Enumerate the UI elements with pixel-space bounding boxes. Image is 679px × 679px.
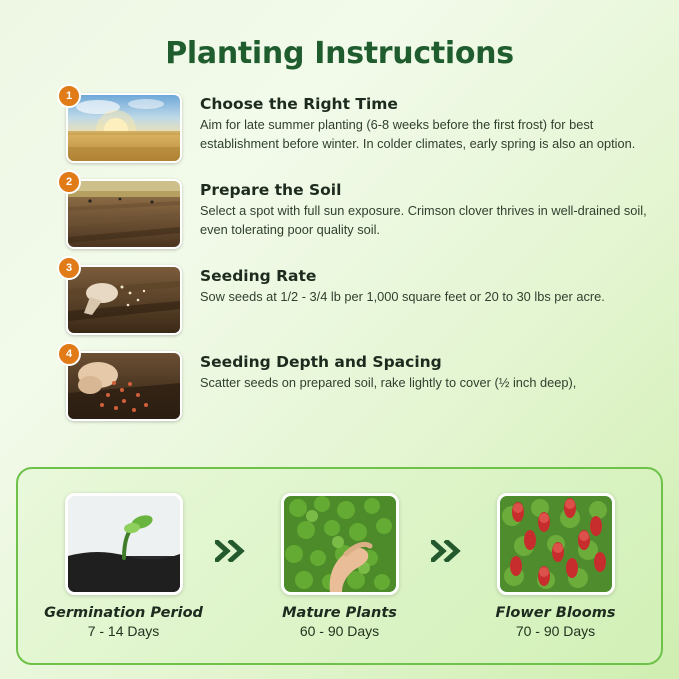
- wheat-field-sunset-photo: [66, 93, 182, 163]
- crimson-clover-blooms-photo: [497, 493, 615, 595]
- timeline-label: Germination Period: [44, 605, 203, 621]
- timeline-value: 70 - 90 Days: [515, 623, 596, 639]
- step-heading: Prepare the Soil: [200, 181, 342, 199]
- timeline-value: 7 - 14 Days: [87, 623, 160, 639]
- steps-list: [0, 90, 679, 421]
- timeline-label: Mature Plants: [282, 605, 397, 621]
- step-thumbnail-wrap: [65, 262, 178, 335]
- chevron-right-icon: [431, 540, 465, 562]
- timeline-label: Flower Blooms: [495, 605, 616, 621]
- step-heading: Seeding Rate: [200, 267, 317, 285]
- hand-sowing-seeds-photo: [66, 265, 182, 335]
- step-heading: Choose the Right Time: [200, 95, 398, 113]
- step-text: Scatter seeds on prepared soil, rake lightly to cover (½ inch deep),: [200, 375, 577, 390]
- chevron-right-icon: [215, 540, 249, 562]
- growth-timeline-panel: [16, 467, 663, 665]
- step-item: [65, 262, 657, 335]
- step-body: [200, 265, 657, 307]
- page-title: Planting Instructions: [165, 36, 514, 71]
- step-body: [200, 93, 657, 154]
- step-heading: Seeding Depth and Spacing: [200, 353, 442, 371]
- step-number-badge: 2: [57, 170, 81, 194]
- step-thumbnail-wrap: [65, 90, 178, 163]
- step-number-badge: 1: [57, 84, 81, 108]
- step-thumbnail-wrap: [65, 348, 178, 421]
- step-text: Select a spot with full sun exposure. Crimson clover thrives in well-drained soil, even tolerating poor quality soil.: [200, 203, 647, 237]
- step-body: [200, 179, 657, 240]
- timeline-item-germination: [40, 493, 208, 639]
- tilled-field-photo: [66, 179, 182, 249]
- step-item: [65, 90, 657, 163]
- step-item: [65, 348, 657, 421]
- timeline-value: 60 - 90 Days: [299, 623, 380, 639]
- hand-scattering-seeds-soil-photo: [66, 351, 182, 421]
- sprouting-seed-photo: [65, 493, 183, 595]
- step-body: [200, 351, 657, 393]
- step-item: [65, 176, 657, 249]
- step-number-badge: 3: [57, 256, 81, 280]
- clover-leaves-hand-photo: [281, 493, 399, 595]
- step-text: Sow seeds at 1/2 - 3/4 lb per 1,000 square feet or 20 to 30 lbs per acre.: [200, 289, 605, 304]
- step-number-badge: 4: [57, 342, 81, 366]
- timeline-item-mature: [256, 493, 424, 639]
- step-thumbnail-wrap: [65, 176, 178, 249]
- timeline-item-bloom: [472, 493, 640, 639]
- step-text: Aim for late summer planting (6-8 weeks before the first frost) for best establishment before winter. In colder climates, early spring is also an option.: [200, 117, 636, 151]
